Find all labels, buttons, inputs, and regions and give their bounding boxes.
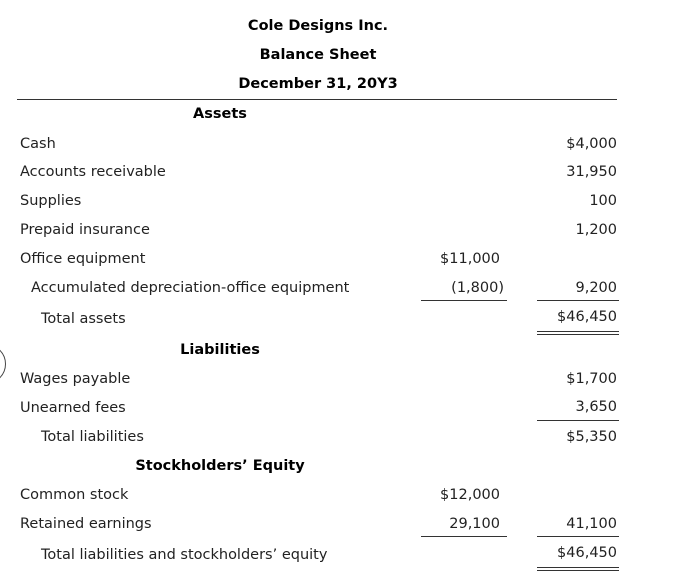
statement-title: Balance Sheet xyxy=(259,47,377,63)
double-rule xyxy=(537,567,619,568)
liabilities-heading: Liabilities xyxy=(180,342,260,358)
office-equipment-amount: $11,000 xyxy=(440,251,500,267)
double-rule xyxy=(537,331,619,332)
common-stock-amount: $12,000 xyxy=(440,487,500,503)
equity-heading: Stockholders’ Equity xyxy=(135,458,305,474)
subtotal-rule xyxy=(537,420,619,421)
accumulated-depreciation-amount: (1,800) xyxy=(451,280,504,296)
statement-date: December 31, 20Y3 xyxy=(238,76,398,92)
supplies-label: Supplies xyxy=(20,193,82,209)
office-equipment-net-amount: 9,200 xyxy=(575,280,617,296)
total-equity-amount: 41,100 xyxy=(566,516,617,532)
cash-label: Cash xyxy=(20,136,56,152)
wages-payable-amount: $1,700 xyxy=(566,371,617,387)
prepaid-insurance-amount: 1,200 xyxy=(575,222,617,238)
total-assets-amount: $46,450 xyxy=(557,309,617,325)
company-name: Cole Designs Inc. xyxy=(247,18,389,34)
accounts-receivable-label: Accounts receivable xyxy=(20,164,166,180)
subtotal-rule xyxy=(421,536,507,537)
prepaid-insurance-label: Prepaid insurance xyxy=(20,222,150,238)
total-liabilities-equity-label: Total liabilities and stockholders’ equity xyxy=(41,547,328,563)
accounts-receivable-amount: 31,950 xyxy=(566,164,617,180)
cash-amount: $4,000 xyxy=(566,136,617,152)
unearned-fees-label: Unearned fees xyxy=(20,400,126,416)
unearned-fees-amount: 3,650 xyxy=(575,399,617,415)
wages-payable-label: Wages payable xyxy=(20,371,131,387)
retained-earnings-label: Retained earnings xyxy=(20,516,152,532)
office-equipment-label: Office equipment xyxy=(20,251,146,267)
subtotal-rule xyxy=(537,536,619,537)
side-circle-icon xyxy=(0,344,6,384)
total-liabilities-label: Total liabilities xyxy=(41,429,144,445)
subtotal-rule xyxy=(537,300,619,301)
double-rule xyxy=(537,334,619,335)
total-liabilities-amount: $5,350 xyxy=(566,429,617,445)
accumulated-depreciation-label: Accumulated depreciation-office equipment xyxy=(31,280,350,296)
assets-heading: Assets xyxy=(193,106,247,122)
total-liabilities-equity-amount: $46,450 xyxy=(557,545,617,561)
double-rule xyxy=(537,570,619,571)
retained-earnings-amount: 29,100 xyxy=(449,516,500,532)
total-assets-label: Total assets xyxy=(41,311,126,327)
supplies-amount: 100 xyxy=(589,193,617,209)
common-stock-label: Common stock xyxy=(20,487,129,503)
subtotal-rule xyxy=(421,300,507,301)
header-rule xyxy=(17,99,617,100)
